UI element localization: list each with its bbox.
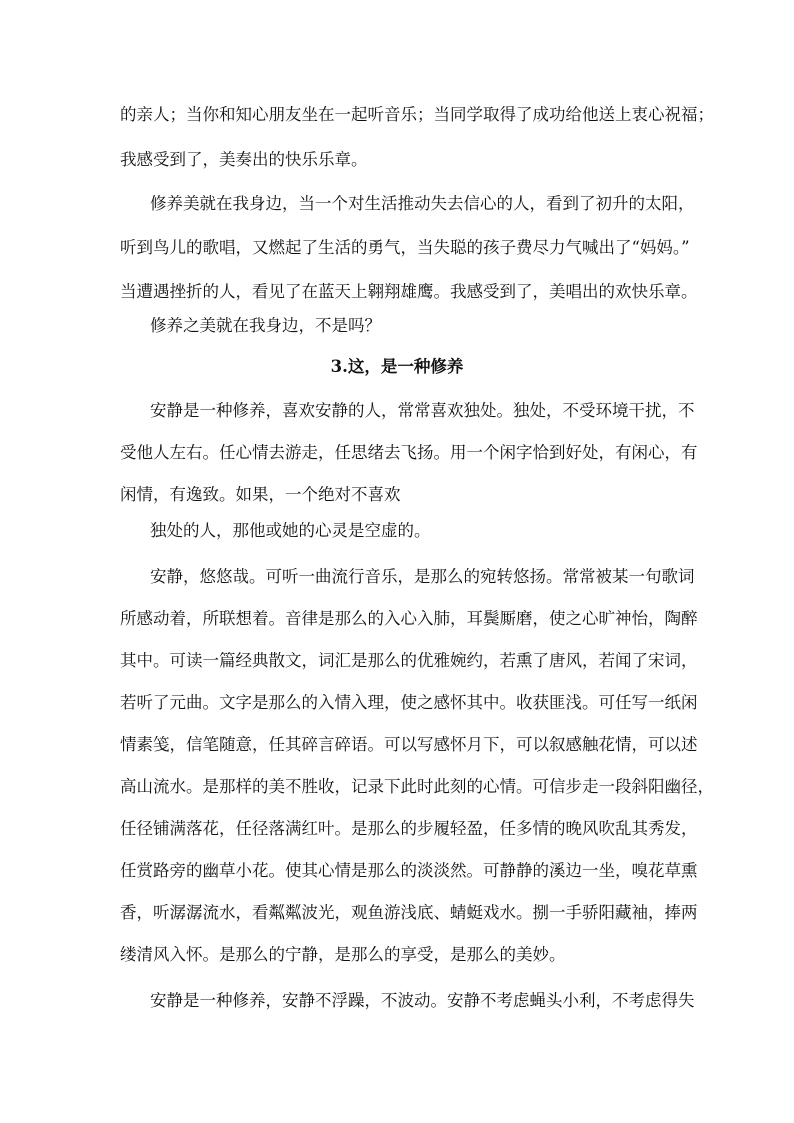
paragraph-6-line-3: 其中。可读一篇经典散文，词汇是那么的优雅婉约，若熏了唐风，若闻了宋词， [120, 651, 698, 670]
paragraph-6-line-7: 任径铺满落花，任径落满红叶。是那么的步履轻盈，任多情的晚风吹乱其秀发， [120, 819, 698, 838]
paragraph-7-line-1: 安静是一种修养，安静不浮躁，不波动。安静不考虑蝇头小利，不考虑得失 [150, 991, 695, 1010]
paragraph-6-line-8: 任赏路旁的幽草小花。使其心情是那么的淡淡然。可静静的溪边一坐，嗅花草熏 [120, 861, 698, 880]
paragraph-2-line-3: 当遭遇挫折的人，看见了在蓝天上翱翔雄鹰。我感受到了，美唱出的欢快乐章。 [120, 282, 698, 301]
section-heading: 3.这，是一种修养 [330, 357, 464, 376]
paragraph-2-line-2: 听到鸟儿的歌唱，又燃起了生活的勇气，当失聪的孩子费尽力气喊出了“妈妈。” [120, 238, 690, 257]
paragraph-6-line-5: 情素笺，信笔随意，任其碎言碎语。可以写感怀月下，可以叙感触花情，可以述 [120, 735, 698, 754]
paragraph-6-line-6: 高山流水。是那样的美不胜收，记录下此时此刻的心情。可信步走一段斜阳幽径， [120, 777, 714, 796]
paragraph-6-line-1: 安静，悠悠哉。可听一曲流行音乐，是那么的宛转悠扬。常常被某一句歌词 [150, 567, 695, 586]
paragraph-4-line-2: 受他人左右。任心情去游走，任思绪去飞扬。用一个闲字恰到好处，有闲心，有 [120, 443, 698, 462]
paragraph-6-line-4: 若听了元曲。文字是那么的入情入理，使之感怀其中。收获匪浅。可任写一纸闲 [120, 693, 698, 712]
paragraph-6-line-9: 香，听潺潺流水，看粼粼波光，观鱼游浅底、蜻蜓戏水。捌一手骄阳藏袖，捧两 [120, 903, 698, 922]
paragraph-2-line-1: 修养美就在我身边，当一个对生活推动失去信心的人，看到了初升的太阳， [150, 194, 695, 213]
paragraph-6-line-10: 缕清风入怀。是那么的宁静，是那么的享受，是那么的美妙。 [120, 945, 566, 964]
paragraph-5-line-1: 独处的人，那他或她的心灵是空虚的。 [150, 521, 431, 540]
paragraph-6-line-2: 所感动着，所联想着。音律是那么的入心入肺，耳鬓厮磨，使之心旷神怡，陶醉 [120, 609, 698, 628]
paragraph-4-line-3: 闲情，有逸致。如果，一个绝对不喜欢 [120, 485, 401, 504]
paragraph-3-line-1: 修养之美就在我身边，不是吗？ [150, 316, 381, 335]
paragraph-1-line-1: 的亲人；当你和知心朋友坐在一起听音乐；当同学取得了成功给他送上衷心祝福； [120, 105, 714, 124]
paragraph-4-line-1: 安静是一种修养，喜欢安静的人，常常喜欢独处。独处，不受环境干扰，不 [150, 401, 695, 420]
paragraph-1-line-2: 我感受到了，美奏出的快乐乐章。 [120, 150, 368, 169]
